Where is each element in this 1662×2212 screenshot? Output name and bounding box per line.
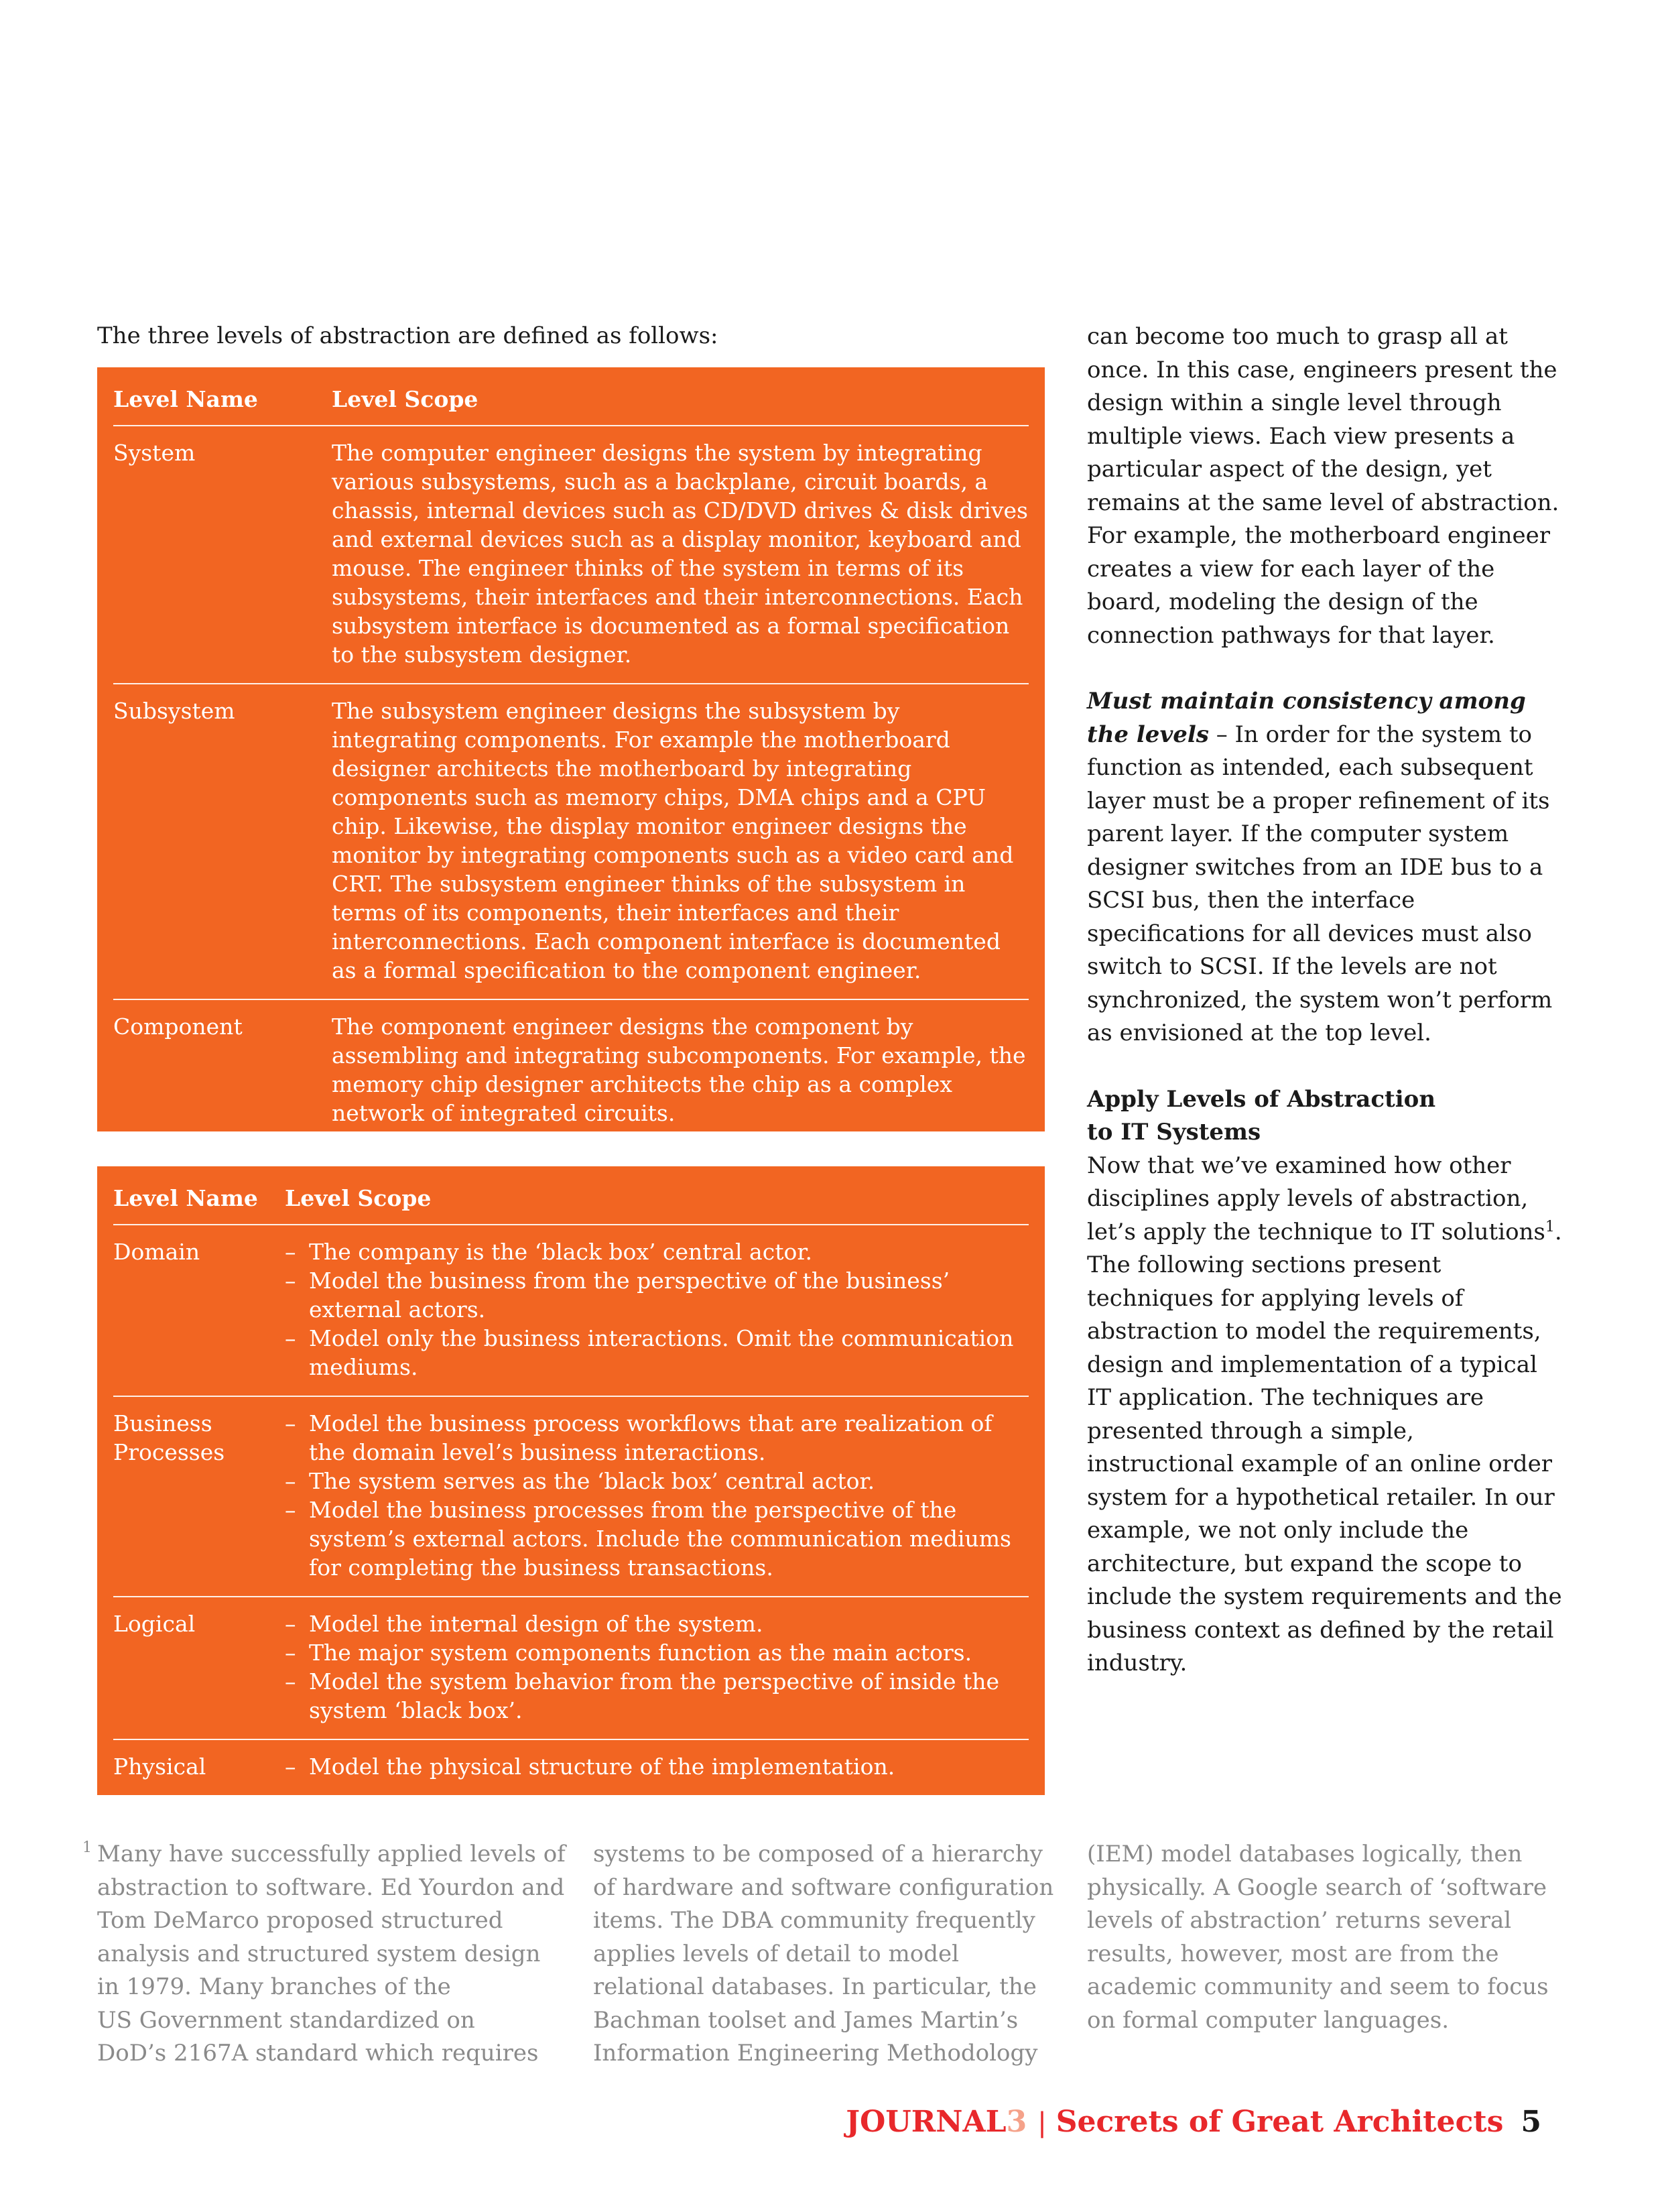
table-row xyxy=(113,1739,1029,1795)
level-scope: The subsystem engineer designs the subsystem by integrating components. For example the motherboard designer architects the motherboard by integrating components such as memory chips, DMA chips and a CPU chip. Likewise, the display monitor engineer designs the monitor by integrating components such as a video card and CRT. The subsystem engineer thinks of the subsystem in terms of its components, their interfaces and their interconnections. Each component interface is documented as a formal specification to the component engineer. xyxy=(332,698,1014,983)
list-item: – Model the business processes from the perspective of the system’s external actors. Include the communication mediums for completing the business transactions. xyxy=(285,1495,1029,1582)
footnote-line: relational databases. In particular, the xyxy=(593,1973,1037,2000)
footer-separator: | xyxy=(1037,2107,1047,2138)
footnote-column-3 xyxy=(1087,1838,1563,2037)
level-name: Domain xyxy=(113,1239,200,1265)
footnote-reference[interactable]: 1 xyxy=(1545,1218,1555,1235)
footnote-line: on formal computer languages. xyxy=(1087,2006,1450,2034)
run-in-heading: Must maintain consistency among the levels xyxy=(1087,688,1526,748)
intro-text: The three levels of abstraction are defined as follows: xyxy=(97,322,718,349)
journal-number: 3 xyxy=(1006,2105,1027,2139)
footnote-line: systems to be composed of a hierarchy xyxy=(593,1841,1043,1867)
right-column xyxy=(1087,320,1563,1680)
footnote-line: levels of abstraction’ returns several xyxy=(1087,1907,1512,1934)
table-row xyxy=(113,425,1029,683)
page-footer xyxy=(846,2103,1541,2142)
footnote-line: US Government standardized on xyxy=(97,2006,475,2034)
page-number: 5 xyxy=(1521,2105,1541,2139)
list-item: – The system serves as the ‘black box’ central actor. xyxy=(285,1467,1029,1495)
level-name: Business Processes xyxy=(113,1410,225,1465)
footnote-line: results, however, most are from the xyxy=(1087,1940,1499,1967)
levels-table-1 xyxy=(97,367,1045,1131)
header-level-scope: Level Scope xyxy=(285,1185,432,1211)
levels-table-2 xyxy=(97,1166,1045,1795)
body-paragraph xyxy=(1087,685,1563,1050)
level-scope-list xyxy=(285,1752,1029,1781)
footnote-line: in 1979. Many branches of the xyxy=(97,1973,451,2000)
body-paragraph: can become too much to grasp all at once. In this case, engineers present the design within a single level through multiple views. Each view presents a particular aspect of the design, yet remains at the same level of abstraction. For example, the motherboard engineer creates a view for each layer of the board, modeling the design of the connection pathways for that layer. xyxy=(1087,323,1559,649)
table-header xyxy=(113,382,1029,425)
table-row xyxy=(113,1224,1029,1396)
table-row xyxy=(113,999,1029,1142)
footnote-column-2 xyxy=(593,1838,1056,2071)
journal-name: JOURNAL xyxy=(846,2105,1007,2139)
paragraph-text: . The following sections present techniques for applying levels of abstraction to model the requirements, design and implementation of a typical IT application. The techniques are presented through a simple, instructional example of an online order system for a hypothetical retailer. In our example, we not only include the architecture, but expand the scope to include the system requirements and the business context as defined by the retail industry. xyxy=(1087,1218,1562,1676)
list-item: – Model the physical structure of the implementation. xyxy=(285,1752,1029,1781)
header-level-scope: Level Scope xyxy=(332,386,478,412)
footnote-line: Tom DeMarco proposed structured xyxy=(97,1907,503,1934)
footnote-line: applies levels of detail to model xyxy=(593,1940,960,1967)
journal-title: Secrets of Great Architects xyxy=(1056,2105,1504,2139)
footnote-line: items. The DBA community frequently xyxy=(593,1907,1035,1934)
level-scope: The computer engineer designs the system by integrating various subsystems, such as a backplane, circuit boards, a chassis, internal devices such as CD/DVD drives & disk drives and external devices such as a display monitor, keyboard and mouse. The engineer thinks of the system in terms of its subsystems, their interfaces and their interconnections. Each subsystem interface is documented as a formal specification to the subsystem designer. xyxy=(332,440,1028,668)
table-row xyxy=(113,683,1029,999)
footnote-line: Information Engineering Methodology xyxy=(593,2040,1038,2067)
table-row xyxy=(113,1396,1029,1596)
list-item: – Model the system behavior from the perspective of inside the system ‘black box’. xyxy=(285,1667,1029,1725)
footnote-line: analysis and structured system design xyxy=(97,1940,541,1967)
footnote-mark: 1 xyxy=(82,1839,92,1856)
table-header xyxy=(113,1181,1029,1224)
list-item: – Model only the business interactions. Omit the communication mediums. xyxy=(285,1324,1029,1381)
level-scope-list xyxy=(285,1237,1029,1381)
level-name: Logical xyxy=(113,1611,196,1637)
level-name: System xyxy=(113,440,196,466)
paragraph-text: Now that we’ve examined how other disciplines apply levels of abstraction, let’s apply the technique to IT solutions xyxy=(1087,1152,1545,1245)
list-item: – Model the internal design of the system. xyxy=(285,1609,1029,1638)
heading-line: Apply Levels of Abstraction xyxy=(1087,1085,1436,1113)
footnote-line: abstraction to software. Ed Yourdon and xyxy=(97,1873,565,1901)
list-item: – Model the business from the perspective of the business’ external actors. xyxy=(285,1266,1029,1324)
table-row xyxy=(113,1596,1029,1739)
list-item: – The major system components function as the main actors. xyxy=(285,1638,1029,1667)
level-name: Subsystem xyxy=(113,698,235,724)
footnote-line: academic community and seem to focus xyxy=(1087,1973,1549,2000)
footnote-column-1 xyxy=(82,1838,566,2071)
level-name: Physical xyxy=(113,1754,206,1780)
footnote-line: DoD’s 2167A standard which requires xyxy=(97,2040,539,2067)
level-name: Component xyxy=(113,1013,243,1040)
header-level-name: Level Name xyxy=(113,386,258,412)
footnote-line: (IEM) model databases logically, then xyxy=(1087,1841,1523,1867)
list-item: – Model the business process workflows that are realization of the domain level’s business interactions. xyxy=(285,1409,1029,1467)
paragraph-text: – In order for the system to function as intended, each subsequent layer must be a proper refinement of its parent layer. If the computer system designer switches from an IDE bus to a SCSI bus, then the interface specifications for all devices must also switch to SCSI. If the levels are not synchronized, the system won’t perform as envisioned at the top level. xyxy=(1087,721,1553,1046)
level-scope-list xyxy=(285,1409,1029,1582)
heading-line: to IT Systems xyxy=(1087,1119,1261,1146)
header-level-name: Level Name xyxy=(113,1185,258,1211)
section-heading xyxy=(1087,1083,1563,1150)
list-item: – The company is the ‘black box’ central actor. xyxy=(285,1237,1029,1266)
footnote-line: physically. A Google search of ‘software xyxy=(1087,1873,1547,1901)
body-paragraph xyxy=(1087,1150,1563,1680)
footnote-line: Many have successfully applied levels of xyxy=(97,1841,566,1867)
footnote-line: of hardware and software configuration xyxy=(593,1873,1054,1901)
level-scope-list xyxy=(285,1609,1029,1725)
footnote-line: Bachman toolset and James Martin’s xyxy=(593,2006,1019,2034)
level-scope: The component engineer designs the component by assembling and integrating subcomponents. For example, the memory chip designer architects the chip as a complex network of integrated circuits. xyxy=(332,1013,1026,1126)
